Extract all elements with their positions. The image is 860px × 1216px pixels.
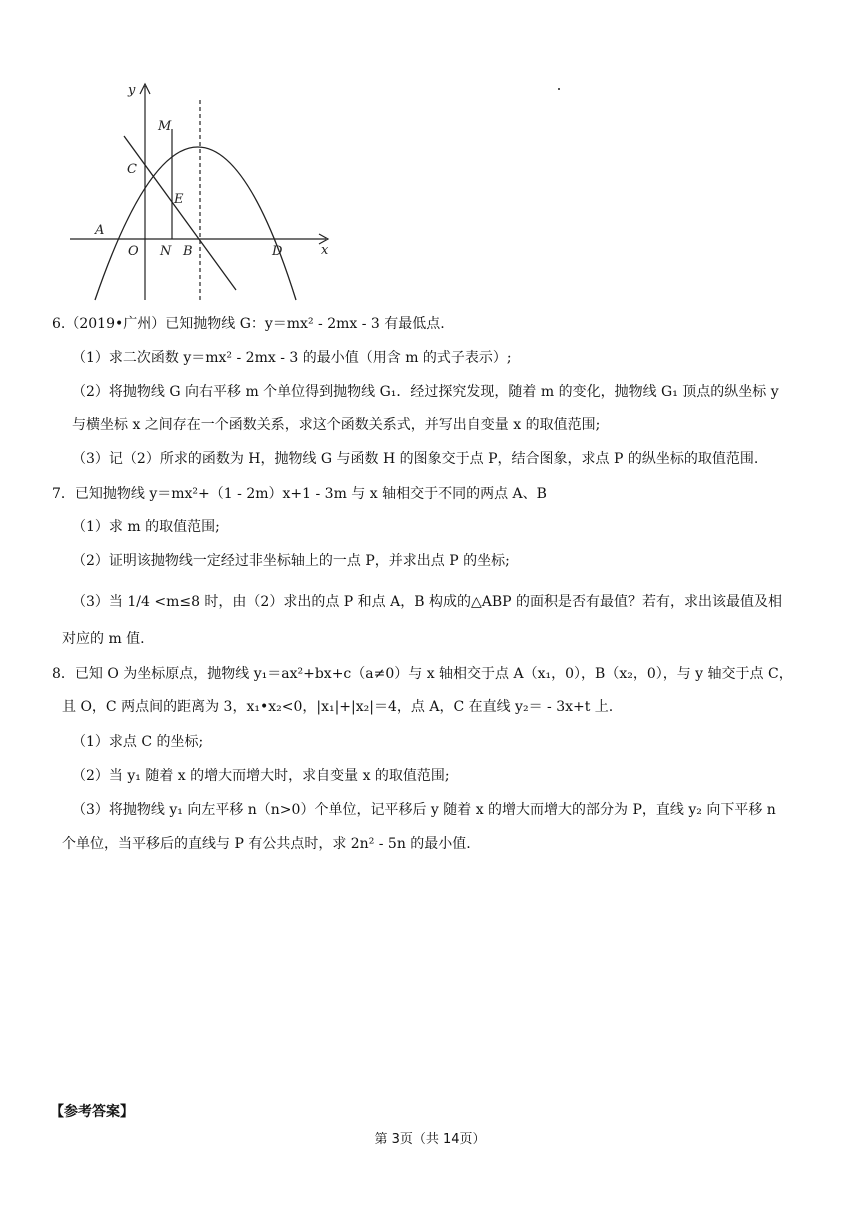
problem-7-part-3: （3）当 1/4 <m≤8 时，由（2）求出的点 P 和点 A，B 构成的△ABP 的面积是否有最值？若有，求出该最值及相: [72, 594, 782, 610]
problem-8-cont: 且 O，C 两点间的距离为 3，x₁•x₂<0，|x₁|+|x₂|＝4，点 A，C 在直线 y₂＝ - 3x+t 上.: [62, 699, 614, 715]
problem-6-part-2-cont: 与横坐标 x 之间存在一个函数关系，求这个函数关系式，并写出自变量 x 的取值范围;: [72, 417, 601, 433]
label-y-axis: y: [128, 83, 136, 98]
page-number: 第 3页（共 14页）: [374, 1132, 486, 1147]
label-point-a: A: [95, 223, 105, 238]
label-point-b: B: [183, 244, 193, 259]
problem-7-part-1: （1）求 m 的取值范围;: [72, 519, 220, 535]
problem-8-part-3-cont: 个单位，当平移后的直线与 P 有公共点时，求 2n² - 5n 的最小值.: [62, 836, 471, 852]
problem-6-part-1: （1）求二次函数 y＝mx² - 2mx - 3 的最小值（用含 m 的式子表示）;: [72, 350, 512, 366]
label-point-d: D: [272, 244, 283, 259]
parabola-figure: [64, 78, 344, 303]
problem-7-part-3-cont: 对应的 m 值.: [62, 631, 145, 647]
line-cb: [124, 136, 236, 290]
problem-8-part-1: （1）求点 C 的坐标;: [72, 734, 204, 750]
answer-section-header: 【参考答案】: [50, 1104, 134, 1120]
problem-6-part-3: （3）记（2）所求的函数为 H，抛物线 G 与函数 H 的图象交于点 P，结合图象，求点 P 的纵坐标的取值范围.: [72, 451, 759, 467]
parabola-curve: [95, 147, 296, 300]
label-point-m: M: [158, 119, 172, 134]
problem-8-title: 8．已知 O 为坐标原点，抛物线 y₁＝ax²+bx+c（a≠0）与 x 轴相交于点 A（x₁，0），B（x₂，0），与 y 轴交于点 C，: [52, 666, 793, 682]
problem-7-part-2: （2）证明该抛物线一定经过非坐标轴上的一点 P，并求出点 P 的坐标;: [72, 553, 510, 569]
label-point-e: E: [174, 192, 184, 207]
problem-6-title: 6.（2019•广州）已知抛物线 G：y＝mx² - 2mx - 3 有最低点.: [52, 316, 445, 332]
label-x-axis: x: [321, 243, 329, 258]
problem-6-part-2: （2）将抛物线 G 向右平移 m 个单位得到抛物线 G₁．经过探究发现，随着 m 的变化，抛物线 G₁ 顶点的纵坐标 y: [72, 384, 779, 400]
problem-8-part-2: （2）当 y₁ 随着 x 的增大而增大时，求自变量 x 的取值范围;: [72, 768, 450, 784]
problem-7-title: 7．已知抛物线 y＝mx²+（1 - 2m）x+1 - 3m 与 x 轴相交于不同的两点 A、B: [52, 486, 547, 502]
problem-8-part-3: （3）将抛物线 y₁ 向左平移 n（n>0）个单位，记平移后 y 随着 x 的增大而增大的部分为 P，直线 y₂ 向下平移 n: [72, 802, 776, 818]
label-origin-o: O: [128, 244, 139, 259]
label-point-c: C: [127, 162, 137, 177]
label-point-n: N: [160, 244, 172, 259]
stray-dot: [558, 88, 560, 90]
